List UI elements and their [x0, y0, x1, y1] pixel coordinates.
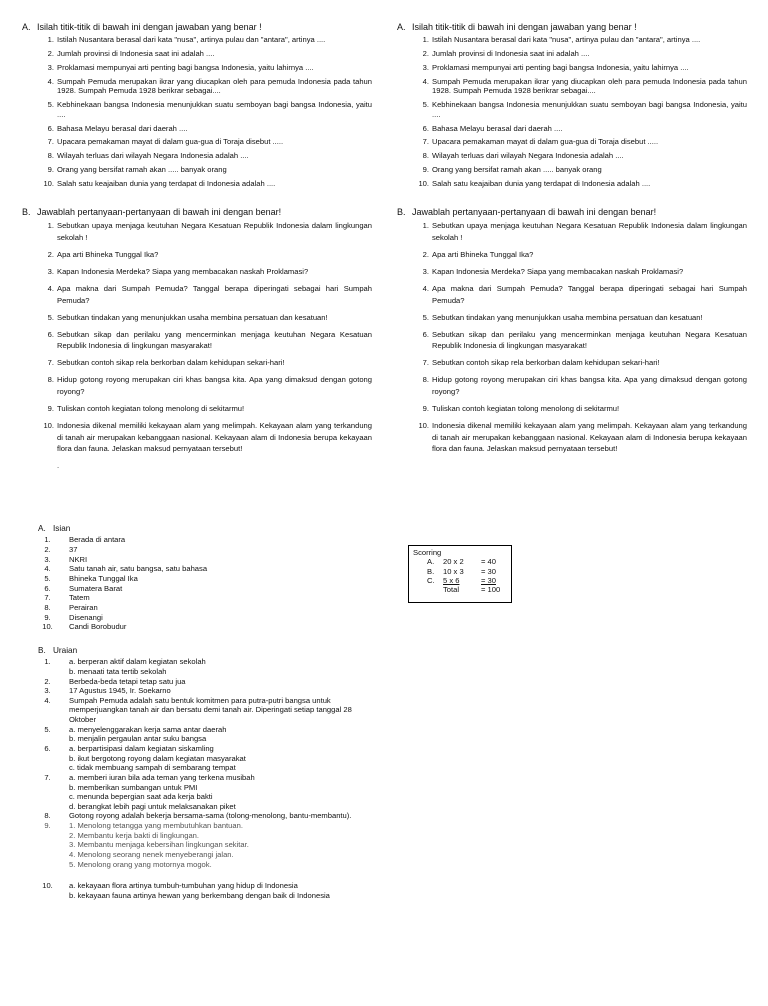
list-item: 5. Kebhinekaan bangsa Indonesia menunjukkan suatu semboyan bagi bangsa Indonesia, yaitu .... [47, 100, 372, 119]
list-item: 4. Sumpah Pemuda merupakan ikrar yang diucapkan oleh para pemuda Indonesia pada tahun 1928. Sumpah Pemuda 1928 berikrar sebagai.... [422, 76, 747, 96]
list-item: 5. Sebutkan tindakan yang menunjukkan usaha membina persatuan dan kesatuan! [47, 312, 328, 322]
question-column-left [22, 22, 372, 477]
list-item: 2. Jumlah provinsi di Indonesia saat ini adalah .... [422, 49, 590, 59]
list-item: 6. Bahasa Melayu berasal dari daerah .... [47, 123, 188, 133]
list-item: 8. Hidup gotong royong merupakan ciri khas bangsa kita. Apa yang dimaksud dengan gotong royong? [47, 375, 372, 396]
list-item: 5. Bhineka Tunggal Ika [38, 573, 138, 583]
list-item: 3. 17 Agustus 1945, Ir. Soekarno [38, 686, 171, 696]
list-item: 6. Bahasa Melayu berasal dari daerah .... [422, 123, 563, 133]
list-item: 1. Sebutkan upaya menjaga keutuhan Negara Kesatuan Republik Indonesia dalam lingkungan sekolah ! [422, 221, 747, 242]
list-item: 9. Orang yang bersifat ramah akan ..... banyak orang [47, 165, 227, 175]
answer-key [38, 524, 378, 901]
list-item: 2. 37 [38, 545, 78, 555]
list-item: 6. Sumatera Barat [38, 583, 123, 593]
list-item: 1. Berada di antara [38, 535, 126, 545]
section-title: Jawablah pertanyaan-pertanyaan di bawah ini dengan benar! [37, 206, 282, 217]
list-item: 3. Proklamasi mempunyai arti penting bagi bangsa Indonesia, yaitu lahirnya .... [422, 63, 689, 72]
scoring-box [408, 545, 512, 603]
list-item: 3. NKRI [38, 554, 88, 564]
section-a-list [397, 35, 747, 188]
list-item: 5. a. menyelenggarakan kerja sama antar daerah b. menjalin pergaulan antar suku bangsa [38, 724, 227, 744]
list-item: 1. Istilah Nusantara berasal dari kata "nusa", artinya pulau dan "antara", artinya .... [422, 35, 701, 45]
list-item: 3. Kapan Indonesia Merdeka? Siapa yang membacakan naskah Proklamasi? [422, 266, 684, 276]
list-item: 6. Sebutkan sikap dan perilaku yang mencerminkan menjaga keutuhan Negara Kesatuan Republik Indonesia di lingkungan masyarakat! [422, 329, 747, 351]
question-column-right [397, 22, 747, 460]
list-item: 4. Apa makna dari Sumpah Pemuda? Tanggal berapa diperingati sebagai hari Sumpah Pemuda? [47, 283, 372, 305]
list-item: 4. Sumpah Pemuda adalah satu bentuk komitmen para putra-putri bangsa untuk memperjuangkan tanah air dan bersatu demi tanah air. Diperingati setiap tanggal 28 Oktober [38, 695, 352, 725]
list-item: 6. a. berpartisipasi dalam kegiatan siskamling b. ikut bergotong royong dalam kegiatan masyarakat c. tidak membuang sampah di sembarang tempat [38, 743, 246, 773]
scoring-row: B. 10 x 3 = 30 [427, 566, 496, 576]
list-item: 10. Candi Borobudur [38, 622, 127, 632]
list-item: 7. Upacara pemakaman mayat di dalam gua-gua di Toraja disebut ..... [47, 137, 284, 147]
section-letter: A. [397, 22, 406, 32]
list-item: 10. Salah satu keajaiban dunia yang terdapat di Indonesia adalah .... [418, 179, 651, 189]
list-item: 4. Apa makna dari Sumpah Pemuda? Tanggal berapa diperingati sebagai hari Sumpah Pemuda? [422, 283, 747, 305]
list-item: 9. Disenangi [38, 612, 103, 622]
list-item: 9. 1. Menolong tetangga yang membutuhkan bantuan. 2. Membantu kerja bakti di lingkungan. 3. Membantu menjaga kebersihan lingkungan sekitar. 4. Menolong seorang nenek menyeberangi jalan. 5. Menolong orang yang motornya mogok. [38, 821, 249, 869]
list-item: 5. Sebutkan tindakan yang menunjukkan usaha membina persatuan dan kesatuan! [422, 312, 703, 322]
list-item: 8. Wilayah terluas dari wilayah Negara Indonesia adalah .... [47, 151, 249, 161]
section-title: Isilah titik-titik di bawah ini dengan jawaban yang benar ! [37, 22, 262, 32]
list-item: 5. Kebhinekaan bangsa Indonesia menunjukkan suatu semboyan bagi bangsa Indonesia, yaitu .... [422, 100, 747, 119]
list-item: 10. a. kekayaan flora artinya tumbuh-tumbuhan yang hidup di Indonesia b. kekayaan fauna artinya hewan yang berkembang dengan baik di Indonesia [38, 881, 330, 900]
section-a-heading [22, 22, 372, 33]
list-item: 8. Hidup gotong royong merupakan ciri khas bangsa kita. Apa yang dimaksud dengan gotong royong? [422, 375, 747, 396]
answer-isian-heading: A. Isian [38, 524, 71, 533]
list-item: 8. Wilayah terluas dari wilayah Negara Indonesia adalah .... [422, 151, 624, 161]
list-item: 8. Perairan [38, 602, 98, 612]
section-b-heading [397, 207, 747, 218]
answer-uraian-heading: B. Uraian [38, 645, 78, 655]
list-item: 7. Sebutkan contoh sikap rela berkorban dalam kehidupan sekari-hari! [47, 358, 285, 368]
scoring-row: C. 5 x 6 = 30 [427, 575, 496, 585]
section-title: Jawablah pertanyaan-pertanyaan di bawah ini dengan benar! [412, 206, 657, 217]
list-item: 7. a. memberi iuran bila ada teman yang terkena musibah b. memberikan sumbangan untuk PMI c. menunda bepergian saat ada kerja bakti d. berangkat lebih pagi untuk melaksanakan piket [38, 772, 255, 811]
list-item: 4. Sumpah Pemuda merupakan ikrar yang diucapkan oleh para pemuda Indonesia pada tahun 1928. Sumpah Pemuda 1928 berikrar sebagai.... [47, 76, 372, 96]
answer-uraian-list [38, 657, 378, 900]
section-a-list [22, 35, 372, 188]
list-item: 9. Orang yang bersifat ramah akan ..... banyak orang [422, 165, 602, 175]
answer-isian-list [38, 535, 378, 631]
list-item: 1. a. berperan aktif dalam kegiatan sekolah b. menaati tata tertib sekolah [38, 657, 206, 676]
scoring-total: Total = 100 [443, 585, 501, 594]
trailing-dot: . [57, 461, 60, 471]
list-item: 2. Berbeda-beda tetapi tetap satu jua [38, 676, 186, 686]
list-item: 4. Satu tanah air, satu bangsa, satu bahasa [38, 564, 208, 574]
list-item: 1. Sebutkan upaya menjaga keutuhan Negara Kesatuan Republik Indonesia dalam lingkungan sekolah ! [47, 221, 372, 242]
list-item: 9. Tuliskan contoh kegiatan tolong menolong di sekitarmu! [47, 403, 245, 413]
list-item: 2. Apa arti Bhineka Tunggal Ika? [422, 249, 534, 259]
list-item: 2. Jumlah provinsi di Indonesia saat ini adalah .... [47, 49, 215, 59]
section-b-heading [22, 207, 372, 218]
list-item: 7. Sebutkan contoh sikap rela berkorban dalam kehidupan sekari-hari! [422, 358, 660, 368]
list-item: 2. Apa arti Bhineka Tunggal Ika? [47, 249, 159, 259]
section-b-list [22, 220, 372, 472]
list-item: 10. Indonesia dikenal memiliki kekayaan alam yang melimpah. Kekayaan alam yang terkandung di tanah air merupakan kebanggaan nasional. Kekayaan alam di Indonesia berupa kekayaan flora dan fauna. Jelaskan maksud pernyataan tersebut! [418, 420, 747, 454]
scoring-row: A. 20 x 2 = 40 [427, 557, 496, 567]
list-item: 7. Tatem [38, 593, 90, 603]
section-letter: B. [22, 206, 31, 217]
list-item: 3. Kapan Indonesia Merdeka? Siapa yang membacakan naskah Proklamasi? [47, 266, 309, 276]
list-item: 10. Indonesia dikenal memiliki kekayaan alam yang melimpah. Kekayaan alam yang terkandung di tanah air merupakan kebanggaan nasional. Kekayaan alam di Indonesia berupa kekayaan flora dan fauna. Jelaskan maksud pernyataan tersebut! [43, 420, 372, 454]
scoring-title: Scorring [413, 548, 442, 557]
list-item: 10. Salah satu keajaiban dunia yang terdapat di Indonesia adalah .... [43, 179, 276, 189]
list-item: 3. Proklamasi mempunyai arti penting bagi bangsa Indonesia, yaitu lahirnya .... [47, 63, 314, 72]
list-item: 1. Istilah Nusantara berasal dari kata "nusa", artinya pulau dan "antara", artinya .... [47, 35, 326, 45]
list-item: 9. Tuliskan contoh kegiatan tolong menolong di sekitarmu! [422, 403, 620, 413]
list-item: 6. Sebutkan sikap dan perilaku yang mencerminkan menjaga keutuhan Negara Kesatuan Republik Indonesia di lingkungan masyarakat! [47, 329, 372, 351]
section-b-list [397, 220, 747, 455]
section-letter: B. [397, 206, 406, 217]
list-item: 8. Gotong royong adalah bekerja bersama-sama (tolong-menolong, bantu-membantu). [38, 811, 352, 821]
section-letter: A. [22, 22, 31, 32]
section-title: Isilah titik-titik di bawah ini dengan jawaban yang benar ! [412, 22, 637, 32]
section-a-heading [397, 22, 747, 33]
list-item: 7. Upacara pemakaman mayat di dalam gua-gua di Toraja disebut ..... [422, 137, 659, 147]
